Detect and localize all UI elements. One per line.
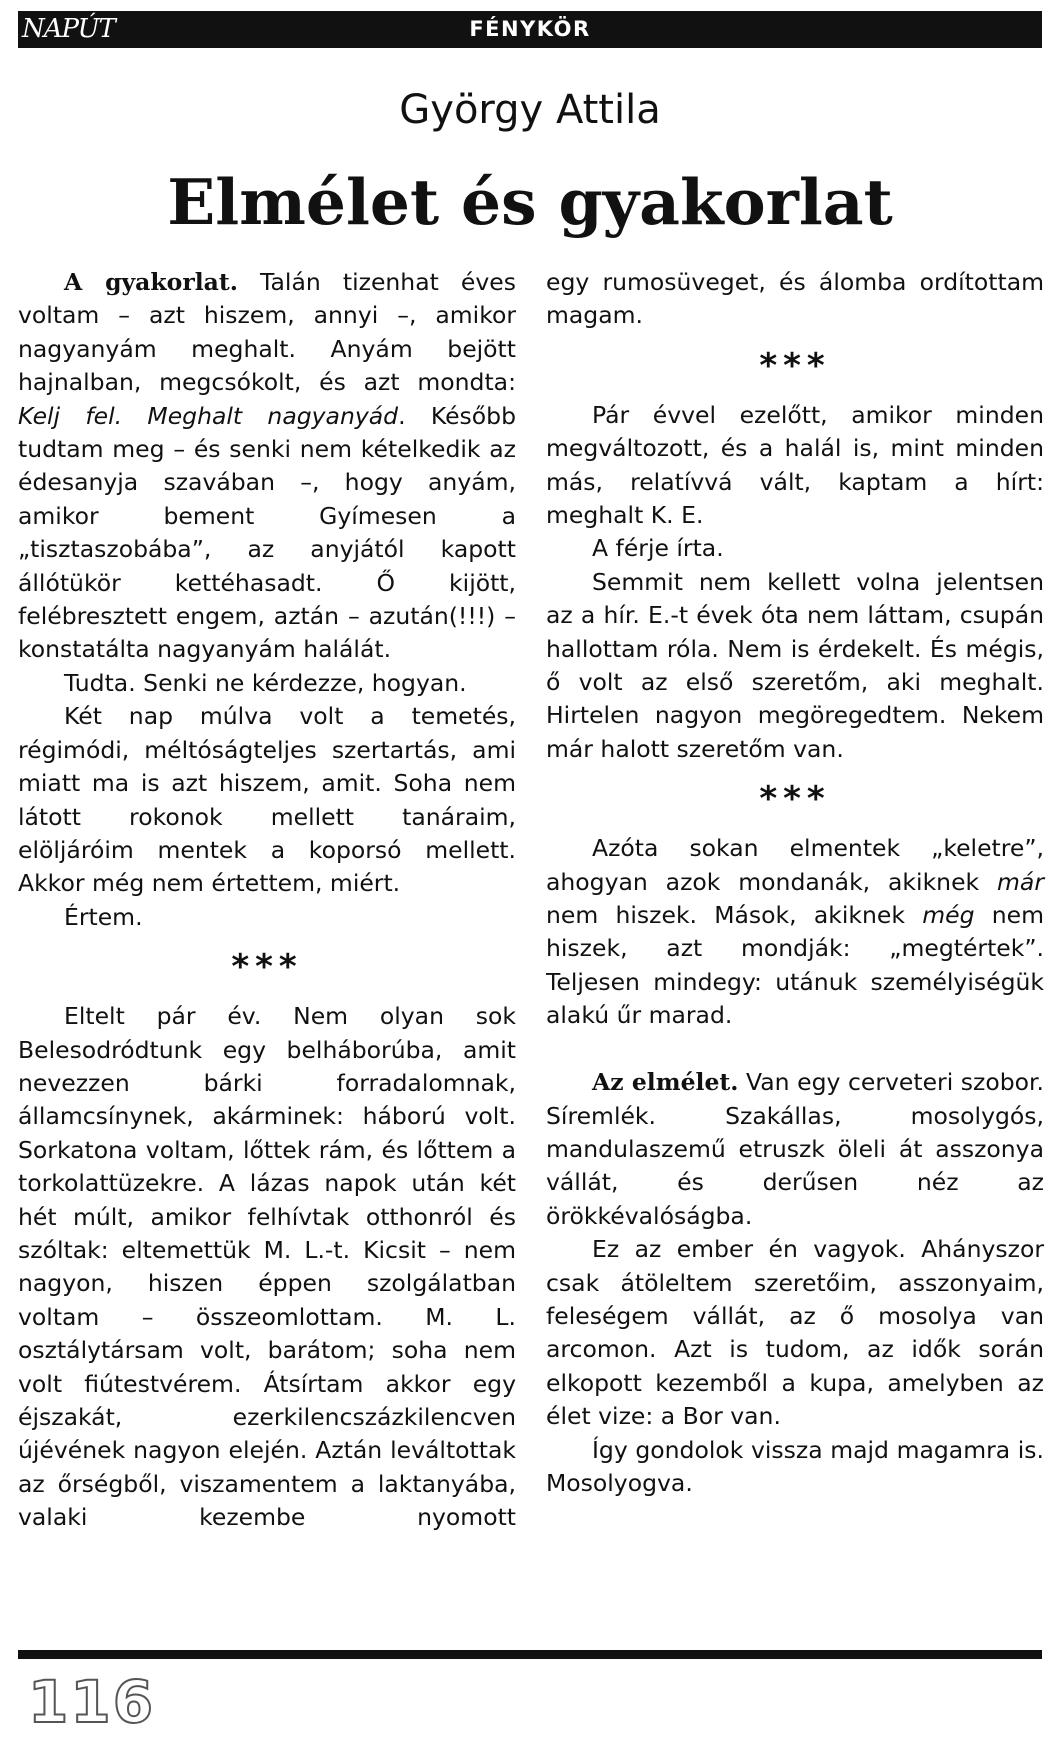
- paragraph: Tudta. Senki ne kérdezze, hogyan.: [64, 668, 467, 697]
- paragraph: Eltelt pár év. Nem olyan sok Belesodródtunk egy belháborúba, amit nevezzen bárki forradalomnak, államcsínynek, akárminek: háború volt. Sorkatona voltam, lőttek rám, és lőttem a torkolattüzekre. A lázas napok után két hét múlt, amikor felhívtak otthonról és szóltak: eltemettük M. L.-t. Kicsit – nem nagyon, hiszen éppen szolgálatban voltam – összeomlottam. M. L. osztálytársam volt, barátom; soha nem volt fiútestvérem. Átsírtam akkor egy éjszakát, ezerkilencszázkilencven újévének nagyon elején. Aztán leváltottak az őrségből, viszamentem a laktanyába, valaki kezembe nyomott: [18, 1002, 516, 1532]
- paragraph: [546, 832, 1044, 1032]
- text-run: . Később tudtam meg – és senki nem kételkedik az édesanyja szavában –, hogy anyám, amikor bement Gyímesen a „tisztaszobába”, az anyjától kapott állótükör kettéhasadt. Ő kijött, felébresztett engem, aztán – azután(!!!) – konstatálta nagyanyám halálát.: [18, 401, 517, 664]
- section-separator: ***: [231, 947, 303, 988]
- column-right-content: [546, 266, 1044, 1500]
- section-lead: A gyakorlat.: [64, 268, 238, 296]
- masthead-logo: NAPÚT: [22, 14, 115, 44]
- section-lead: Az elmélet.: [592, 1068, 739, 1097]
- paragraph: Két nap múlva volt a temetés, régimódi, méltóságteljes szertartás, ami miatt ma is azt hiszem, amit. Soha nem látott rokonok mellett tanáraim, elöljáróim mentek a koporsó mellett. Akkor még nem értettem, miért.: [18, 702, 516, 898]
- text-run: Azóta sokan elmentek „keletre”, ahogyan azok mondanák, akiknek: [546, 834, 1044, 896]
- footer-rule: [18, 1650, 1042, 1659]
- section-label: FÉNYKÖR: [469, 17, 591, 41]
- paragraph: Ez az ember én vagyok. Ahányszor csak átöleltem szeretőim, asszonyaim, feleségem vállát, az ő mosolya van arcomon. Azt is tudom, az idők során elkopott kezemből a kupa, amelyben az élet vize: a Bor van.: [546, 1235, 1044, 1431]
- spacer: [546, 1033, 1044, 1066]
- section-separator: ***: [759, 779, 831, 820]
- paragraph: Így gondolok vissza majd magamra is. Mosolyogva.: [546, 1435, 1044, 1497]
- paragraph: Pár évvel ezelőtt, amikor minden megváltozott, és a halál is, mint minden más, relatívvá vált, kaptam a hírt: meghalt K. E.: [546, 400, 1044, 530]
- paragraph: A férje írta.: [592, 534, 724, 563]
- author-name: György Attila: [399, 87, 661, 133]
- text-run: Talán tizenhat éves voltam – azt hiszem, annyi –, amikor nagyanyám meghalt. Anyám bejött hajnalban, megcsókolt, és azt mondta:: [18, 268, 516, 397]
- paragraph: Semmit nem kellett volna jelentsen az a hír. E.-t évek óta nem láttam, csupán hallottam róla. Nem is érdekelt. És mégis, ő volt az első szeretőm, aki meghalt. Hirtelen nagyon megöregedtem. Nekem már halott szeretőm van.: [546, 567, 1044, 763]
- section-separator: ***: [759, 345, 831, 386]
- italic-quote: Kelj fel. Meghalt nagyanyád: [18, 401, 399, 430]
- text-run: Van egy cerveteri szobor. Síremlék. Szakállas, mosolygós, mandulaszemű etruszk öleli át asszonya vállát, és derűsen néz az örökkévalóságba.: [546, 1068, 1045, 1230]
- paragraph: [546, 1066, 1044, 1233]
- paragraph: [18, 266, 516, 667]
- italic-word: már: [997, 867, 1044, 896]
- column-continuation: [546, 266, 1044, 333]
- column-left: [18, 266, 516, 1535]
- text-run: nem hiszek, azt mondják: „megtértek”. Teljesen mindegy: utánuk személyiségük alakú űr marad.: [546, 901, 1044, 1030]
- text-run: nem hiszek. Mások, akiknek: [546, 901, 923, 930]
- paragraph: Értem.: [64, 902, 143, 931]
- paragraph-continuation: egy rumosüveget, és álomba ordítottam magam.: [546, 268, 1044, 330]
- article-title: Elmélet és gyakorlat: [167, 165, 893, 239]
- page-number: 116: [28, 1668, 156, 1736]
- italic-word: még: [922, 901, 975, 930]
